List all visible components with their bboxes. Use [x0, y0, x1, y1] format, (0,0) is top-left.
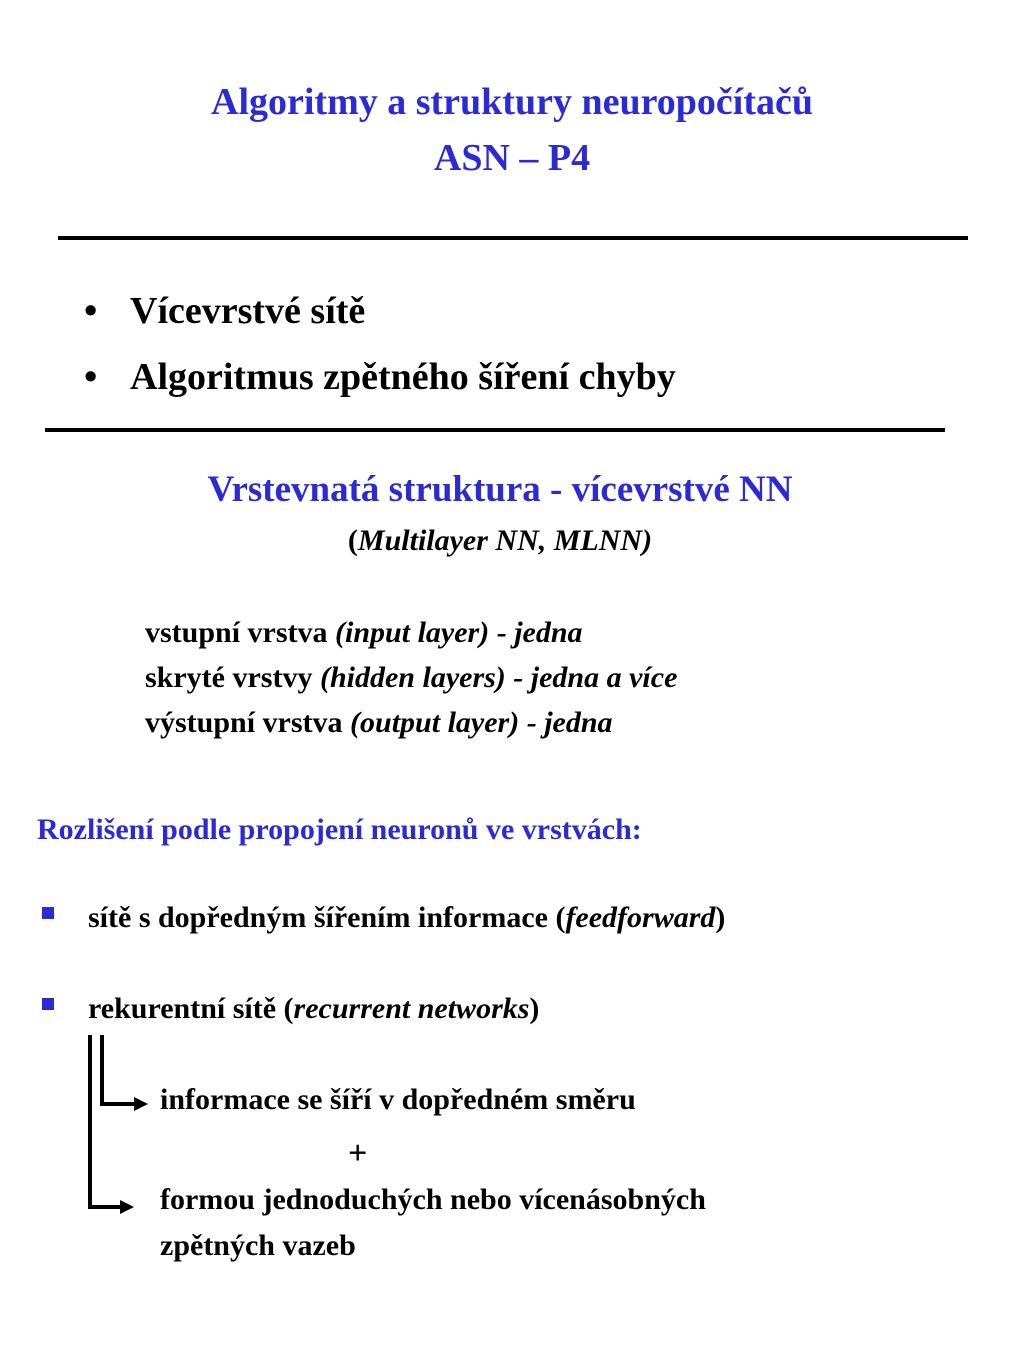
- distinction-heading: Rozlišení podle propojení neuronů ve vrstvách:: [37, 813, 642, 846]
- distinction-item-recurrent: [88, 991, 539, 1027]
- section-subheading: [0, 523, 1000, 559]
- title-line-2: ASN – P4: [433, 137, 591, 179]
- divider-top: [58, 236, 968, 240]
- item-text: ): [715, 901, 726, 934]
- topic-item-1: [84, 289, 365, 333]
- topic-text: Algoritmus zpětného šíření chyby: [130, 356, 676, 398]
- divider-middle: [45, 428, 945, 432]
- bullet-icon: •: [84, 290, 98, 332]
- layer-label: vstupní vrstva: [145, 616, 336, 649]
- item-text: rekurentní sítě (: [88, 992, 294, 1025]
- layer-term: (input layer) - jedna: [335, 616, 583, 649]
- item-text: ): [529, 992, 540, 1025]
- topic-item-2: [84, 355, 676, 399]
- title-line-1: Algoritmy a struktury neuropočítačů: [211, 81, 813, 123]
- square-bullet-icon: [42, 907, 54, 919]
- item-term: recurrent networks: [293, 992, 530, 1025]
- bullet-icon: •: [84, 356, 98, 398]
- recurrent-branch-2-line-2: zpětných vazeb: [160, 1229, 356, 1262]
- square-bullet-icon: [42, 998, 54, 1010]
- layer-label: skryté vrstvy: [145, 661, 320, 694]
- section-heading: Vrstevnatá struktura - vícevrstvé NN: [207, 469, 793, 510]
- recurrent-branch-2-line-1: formou jednoduchých nebo vícenásobných: [160, 1183, 706, 1216]
- distinction-item-feedforward: [88, 900, 725, 936]
- item-text: sítě s dopředným šířením informace (: [88, 901, 566, 934]
- layer-label: výstupní vrstva: [145, 706, 351, 739]
- layer-term: (hidden layers) - jedna a více: [319, 661, 678, 694]
- layer-row-hidden: [145, 660, 677, 696]
- subheading-term: Multilayer NN, MLNN): [357, 524, 653, 557]
- branch-arrows-icon: [80, 1030, 150, 1220]
- layer-row-input: [145, 615, 583, 651]
- recurrent-branch-1: informace se šíří v dopředném směru: [160, 1083, 636, 1116]
- layer-term: (output layer) - jedna: [350, 706, 613, 739]
- subheading-paren: (: [347, 524, 358, 557]
- plus-sign: +: [348, 1135, 368, 1172]
- layer-row-output: [145, 705, 613, 741]
- item-term: feedforward: [565, 901, 716, 934]
- topic-text: Vícevrstvé sítě: [130, 290, 366, 332]
